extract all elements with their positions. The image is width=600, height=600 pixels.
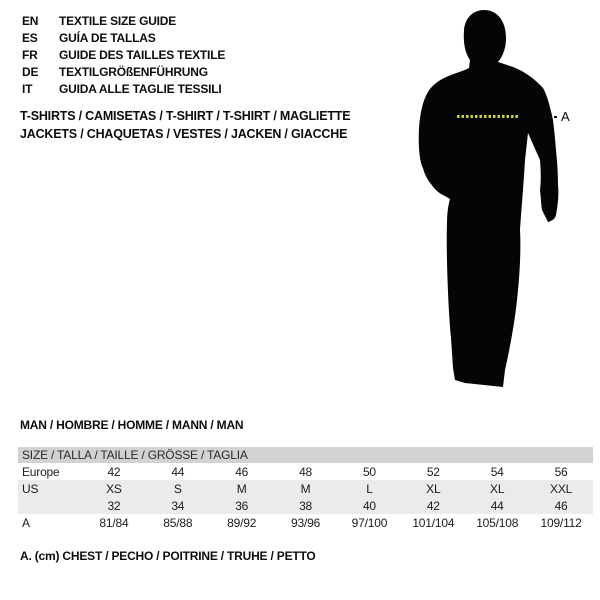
table-cell: 40 bbox=[338, 497, 402, 514]
table-cell: 36 bbox=[210, 497, 274, 514]
table-cell: 48 bbox=[299, 464, 313, 479]
table-cell: 46 bbox=[529, 497, 593, 514]
language-label: GUÍA DE TALLAS bbox=[59, 31, 156, 45]
table-cell: 105/108 bbox=[476, 515, 519, 530]
table-cell: 42 bbox=[401, 497, 465, 514]
measure-connector-line bbox=[544, 116, 559, 118]
table-cell: M bbox=[210, 480, 274, 497]
language-code: EN bbox=[22, 14, 39, 28]
language-label: GUIDE DES TAILLES TEXTILE bbox=[59, 48, 226, 62]
table-cell: 38 bbox=[274, 497, 338, 514]
man-silhouette bbox=[403, 8, 565, 388]
table-cell: 85/88 bbox=[163, 515, 193, 530]
table-cell: 52 bbox=[426, 464, 440, 479]
table-cell: 32 bbox=[82, 497, 146, 514]
table-cell: 56 bbox=[554, 464, 568, 479]
table-cell: S bbox=[146, 480, 210, 497]
table-cell: XL bbox=[401, 480, 465, 497]
row-label: Europe bbox=[22, 464, 60, 479]
table-row-us bbox=[18, 480, 593, 497]
table-cell: 101/104 bbox=[412, 515, 455, 530]
language-label: GUIDA ALLE TAGLIE TESSILI bbox=[59, 82, 222, 96]
table-cell: 89/92 bbox=[227, 515, 257, 530]
table-cell: 44 bbox=[171, 464, 185, 479]
table-cell: XXL bbox=[529, 480, 593, 497]
language-label: TEXTILE SIZE GUIDE bbox=[59, 14, 177, 28]
row-label: US bbox=[18, 480, 82, 497]
language-code: DE bbox=[22, 65, 39, 79]
table-cell: 93/96 bbox=[291, 515, 321, 530]
table-cell: XS bbox=[82, 480, 146, 497]
table-row-europe bbox=[18, 463, 593, 480]
table-cell: 97/100 bbox=[351, 515, 388, 530]
size-table-header: SIZE / TALLA / TAILLE / GRÖSSE / TAGLIA bbox=[18, 447, 593, 463]
table-row-alt-sizes bbox=[18, 497, 593, 514]
category-tshirts: T-SHIRTS / CAMISETAS / T-SHIRT / T-SHIRT / MAGLIETTE bbox=[20, 109, 351, 123]
language-code: IT bbox=[22, 82, 33, 96]
table-cell: 46 bbox=[235, 464, 249, 479]
measurement-footnote: A. (cm) CHEST / PECHO / POITRINE / TRUHE / PETTO bbox=[20, 549, 316, 563]
size-table-header-row bbox=[18, 447, 593, 463]
table-cell: XL bbox=[465, 480, 529, 497]
row-label: A bbox=[22, 515, 30, 530]
measure-label: A bbox=[561, 109, 570, 124]
language-code: ES bbox=[22, 31, 38, 45]
table-cell: L bbox=[338, 480, 402, 497]
table-cell: M bbox=[274, 480, 338, 497]
table-cell: 44 bbox=[465, 497, 529, 514]
table-cell: 109/112 bbox=[540, 515, 582, 530]
language-label: TEXTILGRÖßENFÜHRUNG bbox=[59, 65, 208, 79]
table-row-chest-cm bbox=[18, 514, 593, 531]
category-jackets: JACKETS / CHAQUETAS / VESTES / JACKEN / GIACCHE bbox=[20, 127, 348, 141]
table-cell: 42 bbox=[107, 464, 121, 479]
chest-measure-line bbox=[457, 115, 518, 118]
table-cell: 34 bbox=[146, 497, 210, 514]
row-label bbox=[18, 497, 82, 514]
table-cell: 54 bbox=[490, 464, 504, 479]
table-cell: 81/84 bbox=[99, 515, 129, 530]
language-code: FR bbox=[22, 48, 38, 62]
section-title: MAN / HOMBRE / HOMME / MANN / MAN bbox=[20, 418, 244, 432]
table-cell: 50 bbox=[362, 464, 376, 479]
size-table bbox=[18, 447, 593, 531]
